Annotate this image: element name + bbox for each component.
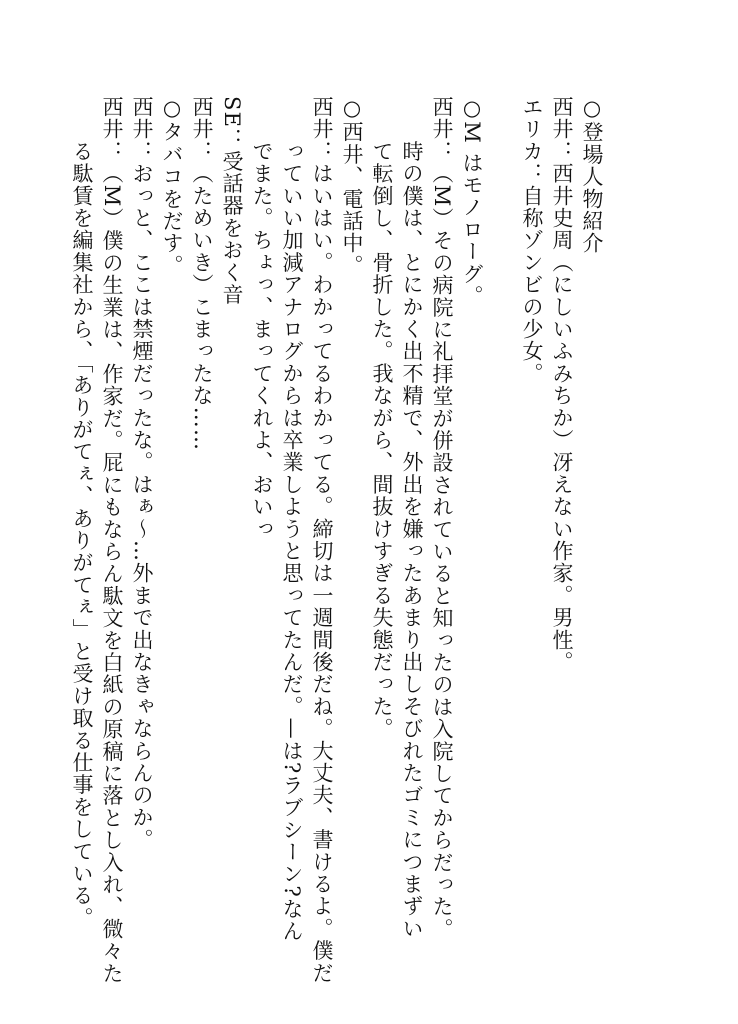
script-line: 西井：西井史周（にしいふみちか）冴えない作家。男性。	[550, 96, 574, 674]
script-line: でまた。ちょっ、まってくれよ、おいっ	[250, 96, 274, 540]
script-line: 西井：（ためいき）こまったな……	[190, 96, 214, 452]
script-line: SE：受話器をおく音	[220, 96, 244, 306]
script-line: 西井：おっと、ここは禁煙だったな。はぁ～…外まで出なきゃならんのか。	[130, 96, 154, 851]
script-line: 西井：（M）僕の生業は、作家だ。屁にもならん駄文を白紙の原稿に落とし入れ、微々た	[100, 96, 124, 985]
script-line: エリカ：自称ゾンビの少女。	[520, 96, 544, 385]
script-line: ○M はモノローグ。	[460, 96, 484, 308]
script-line: る駄賃を編集社から、「ありがてぇ、ありがてぇ」と受け取る仕事をしている。	[70, 96, 94, 930]
script-line: て転倒し、骨折した。我ながら、間抜けすぎる失態だった。	[370, 96, 394, 740]
script-line: っていい加減アナログからは卒業しようと思ってたんだ。—は?ラブシーン?なん	[280, 96, 304, 943]
script-line: ○タバコをだす。	[160, 96, 184, 277]
script-line: 西井：（M）その病院に礼拝堂が併設されていると知ったのは入院してからだった。	[430, 96, 454, 941]
script-line: ○西井、電話中。	[340, 96, 364, 277]
script-line: 西井：はいはい。わかってるわかってる。締切は一週間後だね。大丈夫、書けるよ。僕だ	[310, 96, 334, 984]
script-line: ○登場人物紹介	[580, 96, 604, 255]
script-line: 時の僕は、とにかく出不精で、外出を嫌ったあまり出しそびれたゴミにつまずい	[400, 96, 424, 940]
